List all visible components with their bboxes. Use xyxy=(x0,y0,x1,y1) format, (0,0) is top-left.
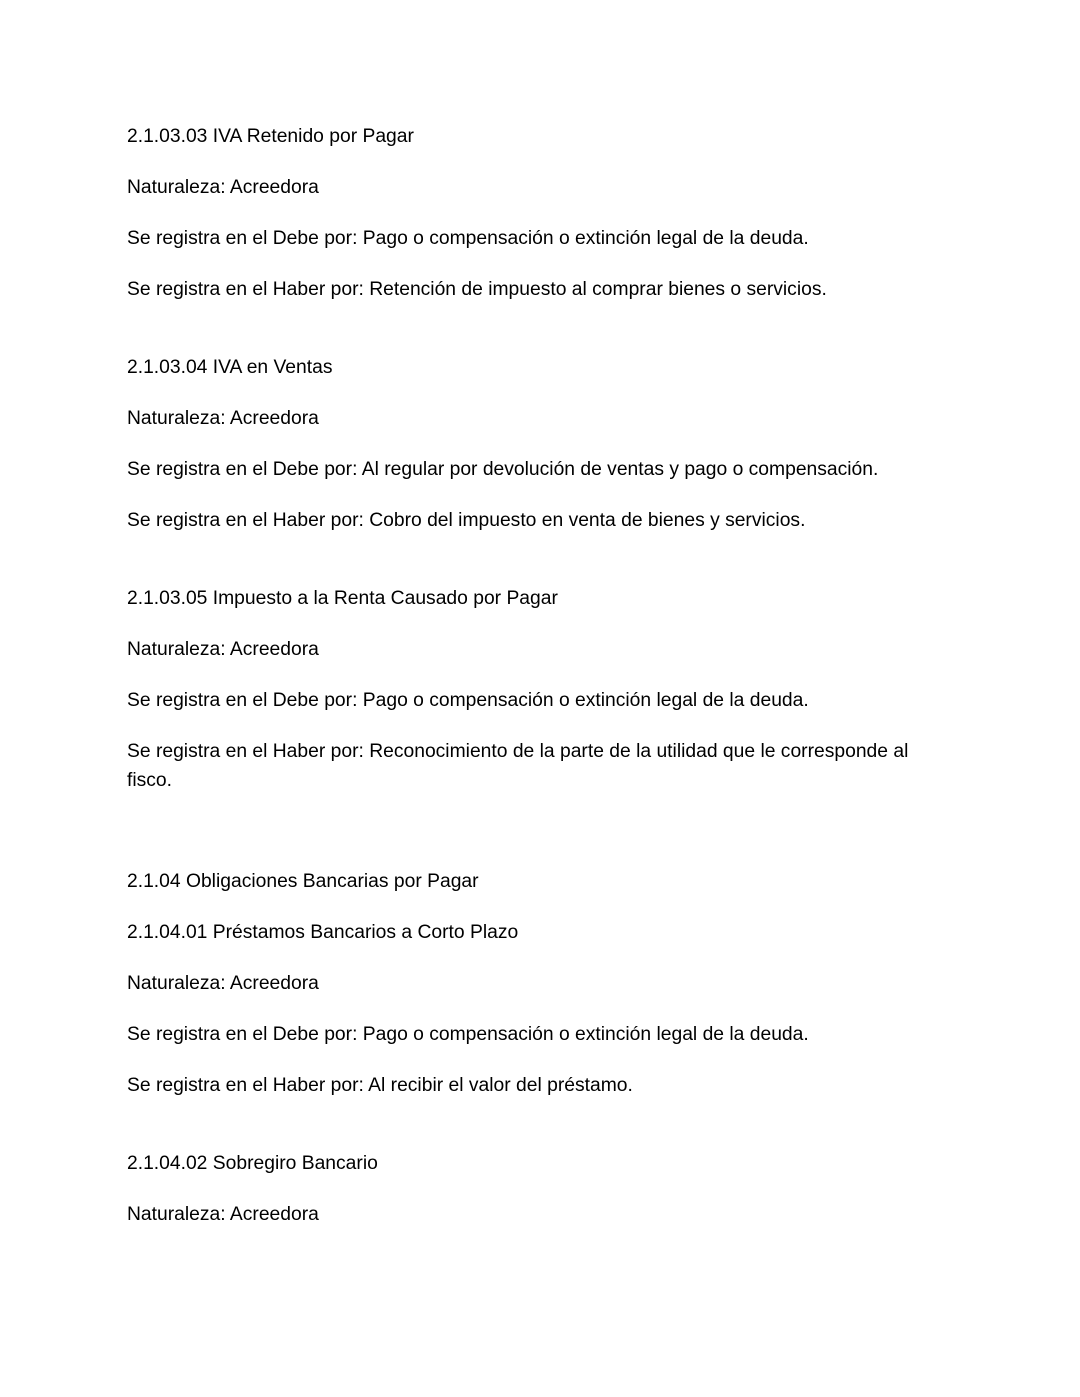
haber-line: Se registra en el Haber por: Cobro del impuesto en venta de bienes y servicios. xyxy=(127,510,806,531)
account-heading-2-1-03-03: 2.1.03.03 IVA Retenido por Pagar xyxy=(127,126,414,147)
naturaleza-line: Naturaleza: Acreedora xyxy=(127,408,319,429)
haber-line: Se registra en el Haber por: Reconocimiento de la parte de la utilidad que le corresponde al fisco. xyxy=(127,741,909,791)
account-heading-2-1-04-01: 2.1.04.01 Préstamos Bancarios a Corto Plazo xyxy=(127,922,519,943)
naturaleza-line: Naturaleza: Acreedora xyxy=(127,973,319,994)
account-heading-2-1-03-04: 2.1.03.04 IVA en Ventas xyxy=(127,357,333,378)
account-heading-2-1-04: 2.1.04 Obligaciones Bancarias por Pagar xyxy=(127,871,479,892)
naturaleza-line: Naturaleza: Acreedora xyxy=(127,177,319,198)
debe-line: Se registra en el Debe por: Pago o compensación o extinción legal de la deuda. xyxy=(127,1024,809,1045)
naturaleza-line: Naturaleza: Acreedora xyxy=(127,1204,319,1225)
account-heading-2-1-03-05: 2.1.03.05 Impuesto a la Renta Causado por Pagar xyxy=(127,588,558,609)
haber-line: Se registra en el Haber por: Retención de impuesto al comprar bienes o servicios. xyxy=(127,279,827,300)
document-content xyxy=(127,122,927,1229)
haber-line: Se registra en el Haber por: Al recibir el valor del préstamo. xyxy=(127,1075,633,1096)
debe-line: Se registra en el Debe por: Pago o compensación o extinción legal de la deuda. xyxy=(127,690,809,711)
naturaleza-line: Naturaleza: Acreedora xyxy=(127,639,319,660)
debe-line: Se registra en el Debe por: Pago o compensación o extinción legal de la deuda. xyxy=(127,228,809,249)
account-heading-2-1-04-02: 2.1.04.02 Sobregiro Bancario xyxy=(127,1153,378,1174)
debe-line: Se registra en el Debe por: Al regular por devolución de ventas y pago o compensación. xyxy=(127,459,879,480)
